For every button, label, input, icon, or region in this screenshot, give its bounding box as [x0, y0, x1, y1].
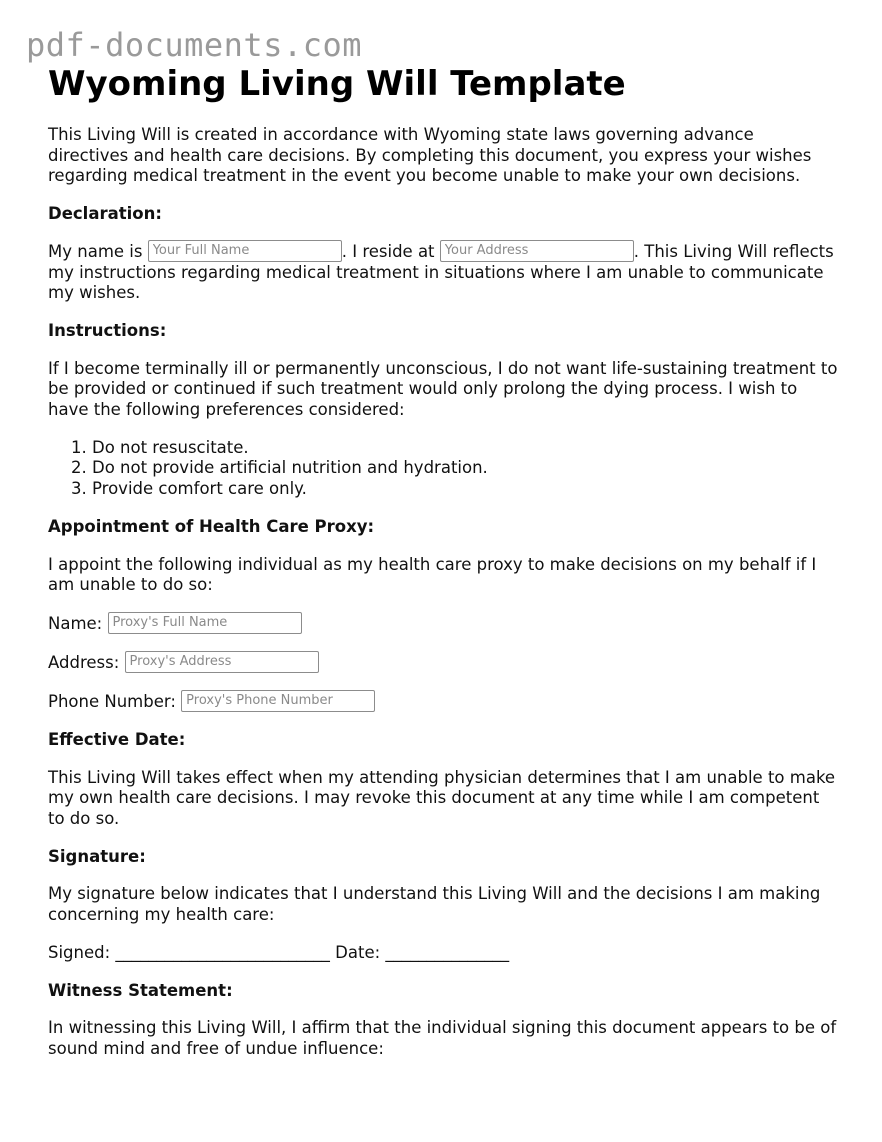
effective-date-paragraph: This Living Will takes effect when my attending physician determines that I am unable to make my own health care decisions. I may revoke this document at any time while I am competent to do so. — [48, 767, 836, 829]
proxy-name-label: Name: — [48, 613, 103, 633]
address-input[interactable] — [440, 240, 634, 262]
declaration-text-3: . This Living Will reflects my instructions regarding medical treatment in situations where I am unable to communicate my wishes. — [48, 241, 834, 303]
proxy-phone-label: Phone Number: — [48, 691, 176, 711]
instructions-paragraph: If I become terminally ill or permanently unconscious, I do not want life-sustaining treatment to be provided or continued if such treatment would only prolong the dying process. I wish to have the following preferences considered: — [48, 358, 838, 420]
intro-paragraph: This Living Will is created in accordance with Wyoming state laws governing advance directives and health care decisions. By completing this document, you express your wishes regarding medical treatment in the event you become unable to make your own decisions. — [48, 125, 812, 186]
declaration-text-1: My name is — [48, 241, 143, 261]
witness-heading: Witness Statement: — [48, 980, 233, 1000]
effective-date-heading: Effective Date: — [48, 729, 186, 749]
proxy-paragraph: I appoint the following individual as my health care proxy to make decisions on my behalf if I am unable to do so: — [48, 554, 817, 595]
proxy-name-row — [48, 613, 838, 635]
instructions-heading: Instructions: — [48, 320, 167, 340]
signature-paragraph: My signature below indicates that I understand this Living Will and the decisions I am making concerning my health care: — [48, 884, 821, 925]
declaration-paragraph — [48, 242, 838, 304]
document-title: Wyoming Living Will Template — [48, 64, 626, 104]
list-item: 3. Provide comfort care only. — [92, 479, 838, 500]
list-item: 1. Do not resuscitate. — [92, 438, 838, 459]
proxy-address-row — [48, 652, 838, 674]
proxy-phone-input[interactable] — [181, 690, 375, 712]
preferences-list — [48, 438, 838, 500]
watermark: pdf-documents.com — [26, 26, 363, 64]
declaration-text-2: . I reside at — [341, 241, 435, 261]
proxy-phone-row — [48, 691, 838, 713]
proxy-name-input[interactable] — [108, 612, 302, 634]
proxy-address-label: Address: — [48, 652, 120, 672]
witness-paragraph: In witnessing this Living Will, I affirm that the individual signing this document appears to be of sound mind and free of undue influence: — [48, 1018, 837, 1058]
proxy-heading: Appointment of Health Care Proxy: — [48, 516, 375, 536]
full-name-input[interactable] — [148, 240, 342, 262]
document-page — [48, 62, 838, 1060]
signature-date-line: Signed: __________________________ Date: _______________ — [48, 942, 510, 962]
declaration-heading: Declaration: — [48, 204, 162, 224]
proxy-address-input[interactable] — [125, 651, 319, 673]
list-item: 2. Do not provide artificial nutrition and hydration. — [92, 458, 838, 479]
signature-heading: Signature: — [48, 846, 146, 866]
